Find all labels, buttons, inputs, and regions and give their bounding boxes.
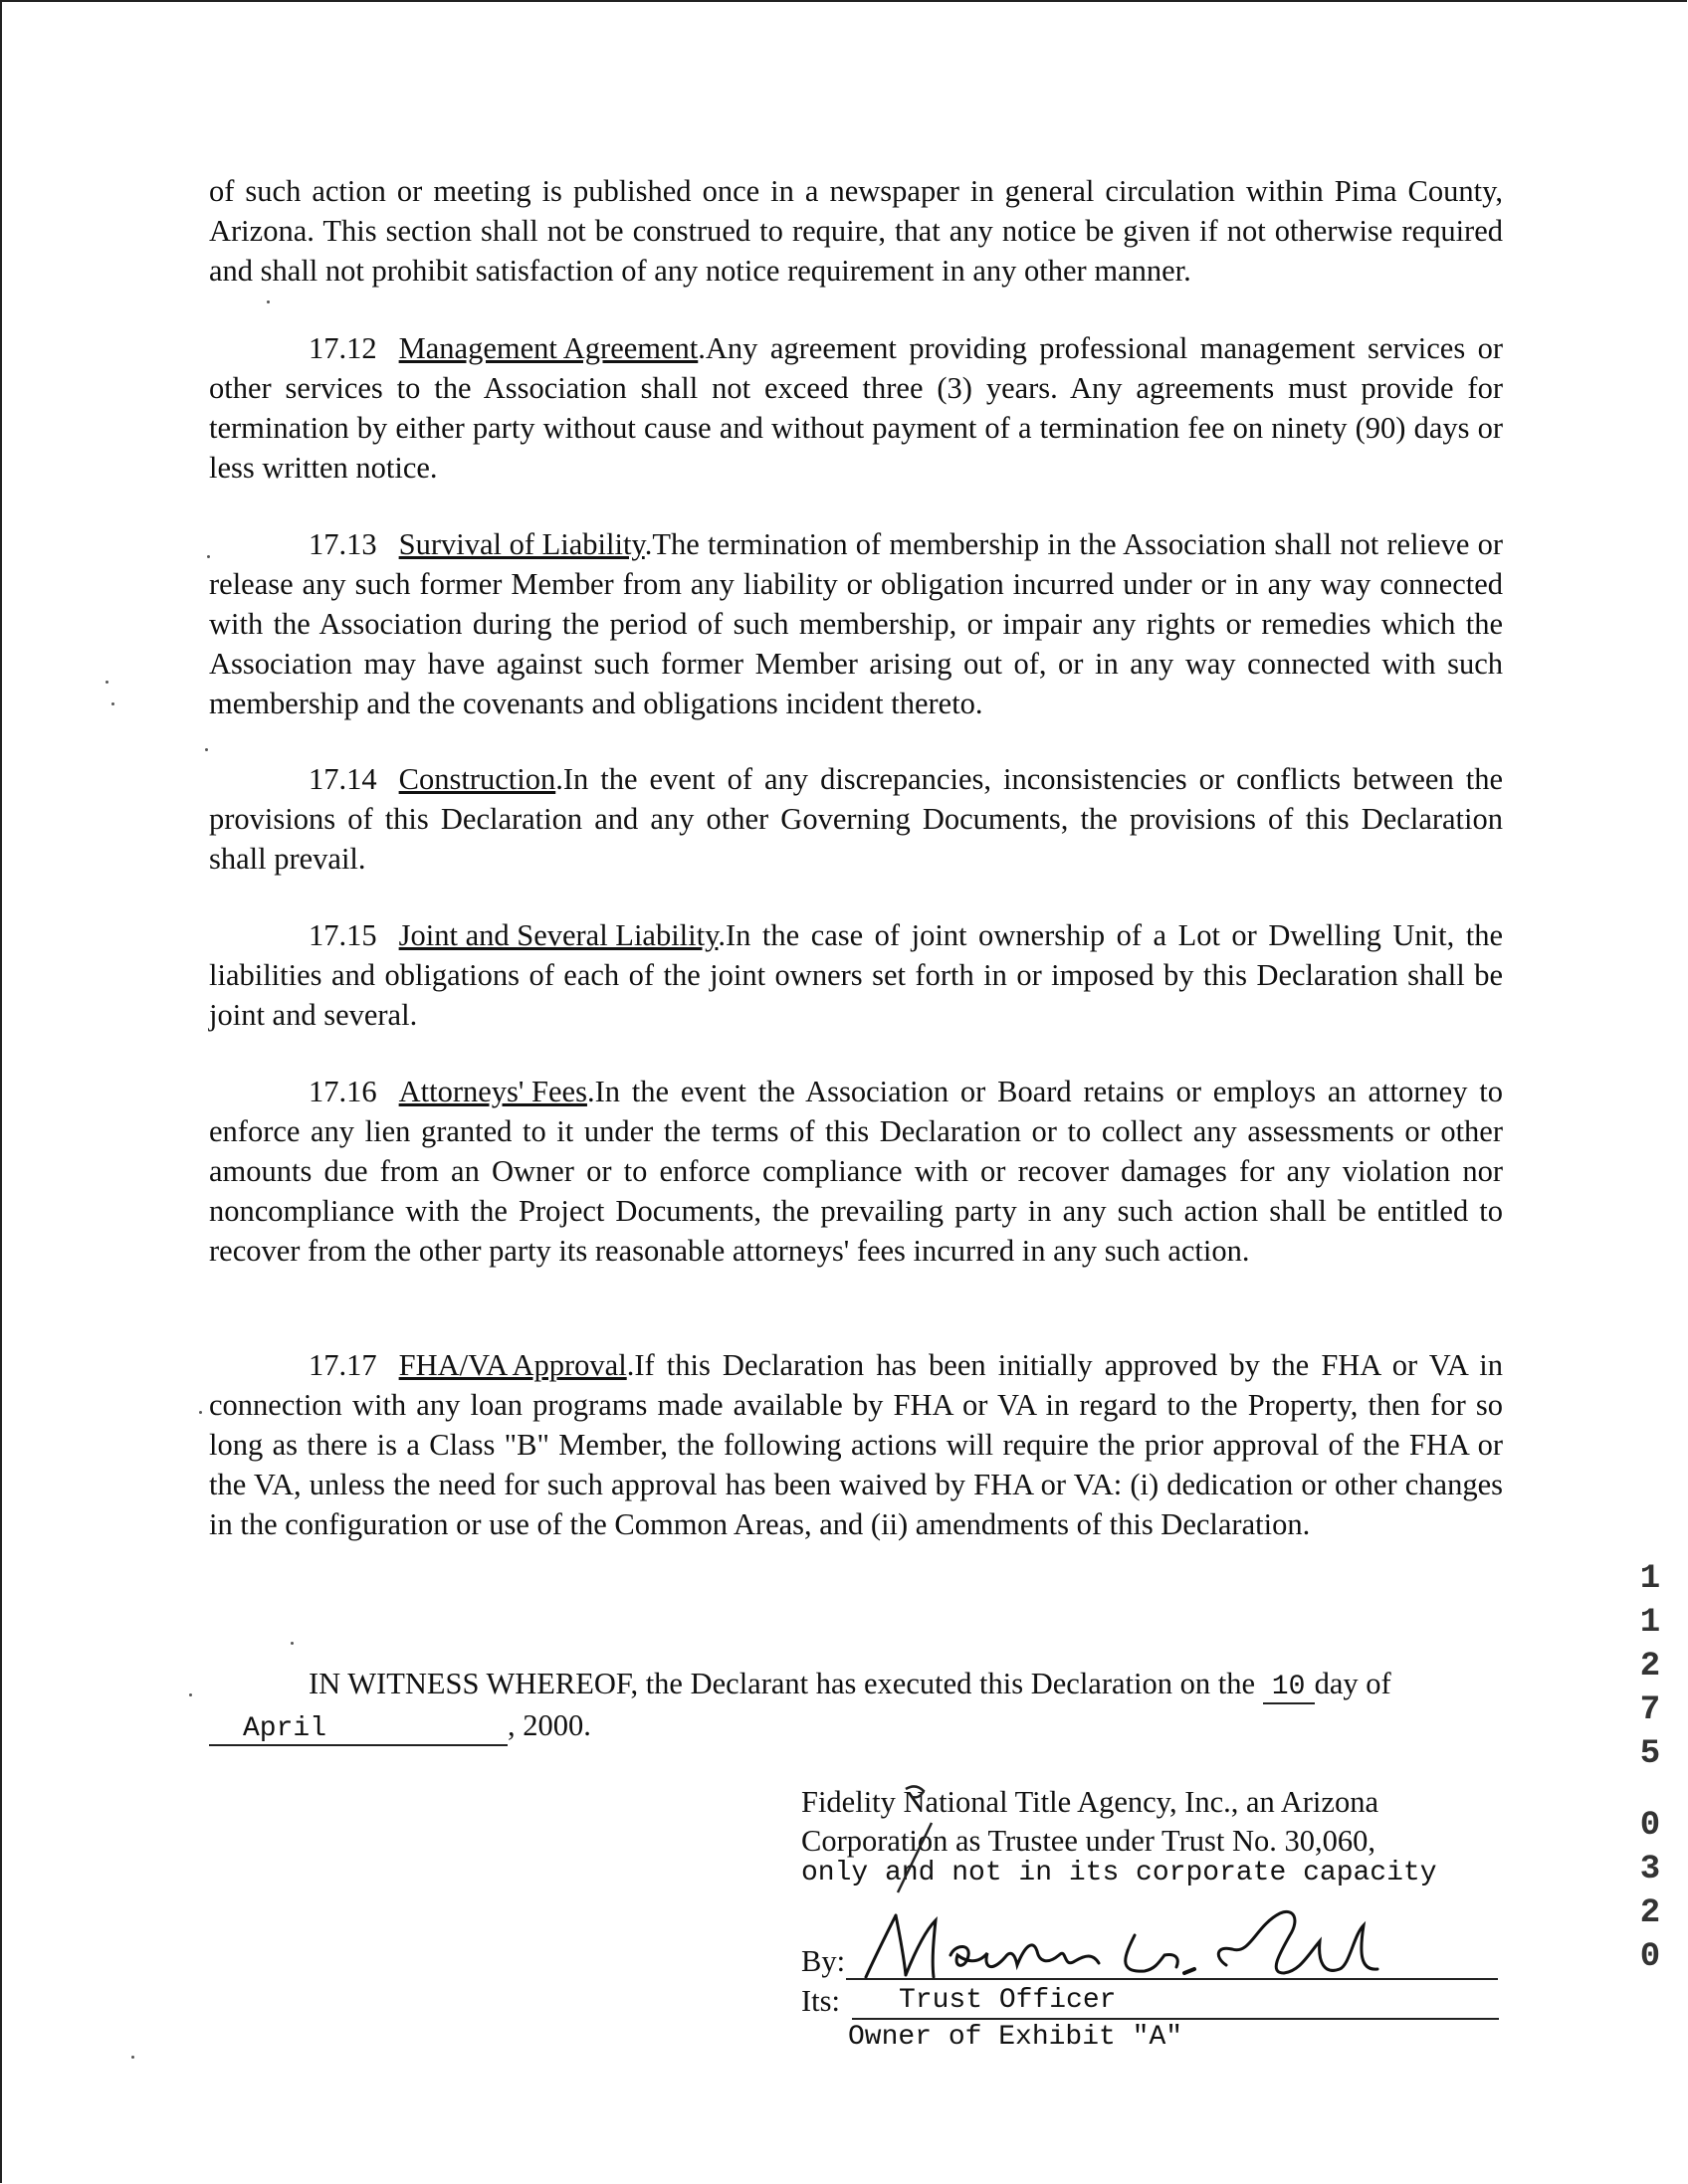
- section-heading: Construction: [398, 762, 556, 796]
- scan-speck: [131, 2056, 134, 2059]
- section-heading: Management Agreement: [398, 331, 699, 365]
- section-17-17: 17.17 FHA/VA Approval.If this Declaration has been initially approved by the FHA or VA in connection with any loan programs made available by FHA or VA in regard to the Property, then for so long as there is a Class "B" Member, the following actions will require the prior approval of the FHA or the VA, unless the need for such approval has been waived by FHA or VA: (i) dedication or other changes in the configuration or use of the Common Areas, and (ii) amendments of this Declaration.: [209, 1348, 1503, 1541]
- section-number: 17.14: [309, 762, 377, 796]
- section-text: The termination of membership in the Association shall not relieve or release any such former Member from any liability or obligation incurred under or in any way connected with the Association during the period of such membership, or impair any rights or remedies which the Association may have against such former Member arising out of, or in any way connected with such membership and the covenants and obligations incident thereto.: [209, 527, 1503, 720]
- section-17-12: 17.12 Management Agreement.Any agreement providing professional management services or other services to the Association shall not exceed three (3) years. Any agreements must provide for termination by either party without cause and without payment of a termination fee on ninety (90) days or less written notice.: [209, 331, 1503, 485]
- recording-stamp: 1 1 2 7 5 0 3 2 0: [1639, 1560, 1661, 1976]
- witness-month: April: [209, 1714, 508, 1746]
- section-text: In the event the Association or Board retains or employs an attorney to enforce any lien granted to it under the terms of this Declaration or to collect any assessments or other amounts due from an Owner or to enforce compliance with or recover damages for any violation nor noncompliance with the Project Documents, the prevailing party in any such action shall be entitled to recover from the other party its reasonable attorneys' fees incurred in any such action.: [209, 1075, 1503, 1268]
- section-17-15: 17.15 Joint and Several Liability.In the case of joint ownership of a Lot or Dwelling Unit, the liabilities and obligations of each of the joint owners set forth in or imposed by this Declaration shall be joint and several.: [209, 918, 1503, 1032]
- scan-speck: [199, 1411, 202, 1414]
- section-heading: FHA/VA Approval: [398, 1348, 627, 1382]
- witness-line: [309, 1664, 1391, 1704]
- witness-year: , 2000.: [508, 1708, 591, 1742]
- signatory-title: Trust Officer: [899, 1985, 1117, 2016]
- owner-note: Owner of Exhibit "A": [848, 2022, 1183, 2053]
- section-text: In the case of joint ownership of a Lot or Dwelling Unit, the liabilities and obligations of each of the joint owners set forth in or imposed by this Declaration shall be joint and several.: [209, 918, 1503, 1032]
- its-label: Its:: [801, 1984, 840, 2018]
- signatory-entity-line3: only and not in its corporate capacity: [801, 1858, 1437, 1888]
- scan-speck: [205, 748, 208, 751]
- section-17-16: 17.16 Attorneys' Fees.In the event the Association or Board retains or employs an attorney to enforce any lien granted to it under the terms of this Declaration or to collect any assessments or other amounts due from an Owner or to enforce compliance with or recover damages for any violation nor noncompliance with the Project Documents, the prevailing party in any such action shall be entitled to recover from the other party its reasonable attorneys' fees incurred in any such action.: [209, 1075, 1503, 1268]
- signatory-entity-line1: Fidelity National Title Agency, Inc., an Arizona: [801, 1785, 1378, 1819]
- opening-paragraph: of such action or meeting is published once in a newspaper in general circulation within Pima County, Arizona. This section shall not be construed to require, that any notice be given if not otherwise required and shall not prohibit satisfaction of any notice requirement in any other manner.: [209, 174, 1503, 288]
- scan-speck: [189, 1693, 192, 1696]
- witness-text: IN WITNESS WHEREOF, the Declarant has executed this Declaration on the: [309, 1667, 1255, 1700]
- scan-speck: [207, 555, 210, 558]
- section-number: 17.16: [309, 1075, 377, 1108]
- signature: [856, 1895, 1413, 1985]
- section-number: 17.13: [309, 527, 377, 561]
- scan-speck: [267, 300, 270, 303]
- section-text: Any agreement providing professional management services or other services to the Association shall not exceed three (3) years. Any agreements must provide for termination by either party without cause and without payment of a termination fee on ninety (90) days or less written notice.: [209, 331, 1503, 485]
- section-17-14: 17.14 Construction.In the event of any discrepancies, inconsistencies or conflicts between the provisions of this Declaration and any other Governing Documents, the provisions of this Declaration shall prevail.: [209, 762, 1503, 876]
- scan-speck: [111, 702, 114, 705]
- scan-speck: [106, 681, 108, 684]
- scan-speck: [291, 1642, 294, 1645]
- section-number: 17.12: [309, 331, 377, 365]
- section-heading: Joint and Several Liability: [398, 918, 719, 952]
- section-heading: Survival of Liability: [398, 527, 645, 561]
- section-number: 17.17: [309, 1348, 377, 1382]
- title-line: [852, 2018, 1499, 2020]
- witness-day: 10: [1263, 1673, 1315, 1704]
- section-number: 17.15: [309, 918, 377, 952]
- section-heading: Attorneys' Fees: [398, 1075, 587, 1108]
- by-label: By:: [801, 1944, 846, 1978]
- signatory-entity-line2: Corporation as Trustee under Trust No. 30,060,: [801, 1824, 1375, 1858]
- section-text: If this Declaration has been initially approved by the FHA or VA in connection with any loan programs made available by FHA or VA in regard to the Property, then for so long as there is a Class "B" Member, the following actions will require the prior approval of the FHA or the VA, unless the need for such approval has been waived by FHA or VA: (i) dedication or other changes in the configuration or use of the Common Areas, and (ii) amendments of this Declaration.: [209, 1348, 1503, 1541]
- handwritten-corrections: [876, 1781, 955, 1900]
- witness-day-of: day of: [1314, 1667, 1391, 1700]
- section-text: In the event of any discrepancies, inconsistencies or conflicts between the provisions of this Declaration and any other Governing Documents, the provisions of this Declaration shall prevail.: [209, 762, 1503, 876]
- witness-date-line: [209, 1705, 591, 1746]
- section-17-13: 17.13 Survival of Liability.The termination of membership in the Association shall not relieve or release any such former Member from any liability or obligation incurred under or in any way connected with the Association during the period of such membership, or impair any rights or remedies which the Association may have against such former Member arising out of, or in any way connected with such membership and the covenants and obligations incident thereto.: [209, 527, 1503, 720]
